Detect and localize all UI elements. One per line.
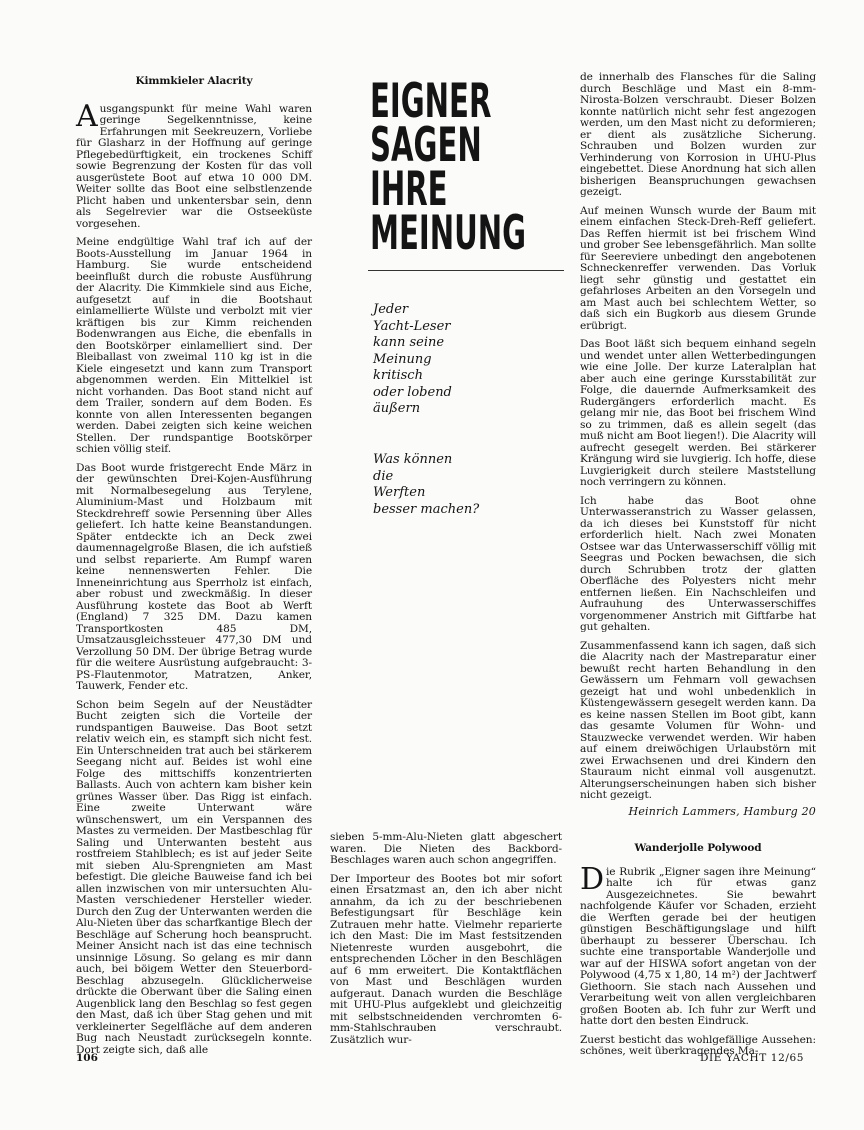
headline-line: EIGNER (370, 74, 492, 129)
paragraph: Die Rubrik „Eigner sagen ihre Meinung“ halte ich für etwas ganz Ausgezeichnetes. Sie bewahrt nachfolgende Käufer vor Schaden, erzieht die Werften gerade bei der heutigen günstigen Beschäftigungslage und hilft überhaupt zu besserer Überschau. Ich suchte eine transportable Wanderjolle und war auf der HISWA sofort angetan von der Polywood (4,75 x 1,80, 14 m²) der Jachtwerf Giethoorn. Sie stach nach Aussehen und Verarbeitung weit von allen vergleichbaren großen Booten ab. Ich fuhr zur Werft und hatte dort den besten Eindruck. (580, 861, 816, 1027)
left-column (76, 76, 312, 1056)
headline-rule (368, 270, 564, 271)
paragraph: Zusammenfassend kann ich sagen, daß sich die Alacrity nach der Mastreparatur einer bewußt recht harten Behandlung in den Gewässern um Fehmarn voll gewachsen gezeigt hat und wohl unbedenklich in Küstengewässern gesegelt werden kann. Da es keine nassen Stellen im Boot gibt, kann das gesamte Volumen für Wohn- und Stauzwecke verwendet werden. Wir haben auf einem dreiwöchigen Urlaubstörn mit zwei Erwachsenen und drei Kindern den Stauraum nicht einmal voll ausgenutzt. Alterungserscheinungen haben sich bisher nicht gezeigt. (580, 639, 816, 801)
paragraph: Der Importeur des Bootes bot mir sofort einen Ersatzmast an, den ich aber nicht annahm, da ich zu der beschriebenen Befestigungsart für Beschläge kein Zutrauen mehr hatte. Vielmehr reparierte ich den Mast: Die im Mast festsitzenden Nietenreste wurden ausgebohrt, die entsprechenden Löcher in den Beschlägen auf 6 mm erweitert. Die Kontaktflächen von Mast und Beschlägen wurden aufgeraut. Danach wurden die Beschläge mit UHU-Plus aufgeklebt und gleichzeitig mit selbstschneidenden verchromten 6-mm-Stahlschrauben verschraubt. Zusätzlich wur- (330, 872, 562, 1046)
page-number: 106 (76, 1052, 98, 1064)
magazine-issue: DIE YACHT 12/65 (700, 1052, 805, 1064)
paragraph: Das Boot läßt sich bequem einhand segeln und wendet unter allen Wetterbedingungen wie eine Jolle. Der kurze Lateralplan hat aber auch eine geringe Kursstabilität zur Folge, die dauernde Aufmerksamkeit des Rudergängers erforderlich macht. Es gelang mir nie, das Boot bei frischem Wind so zu trimmen, daß es allein segelt (das muß nicht am Boot liegen!). Die Alacrity will aufrecht gesegelt werden. Bei stärkerer Krängung wird sie luvgierig. Ich hoffe, diese Luvgierigkeit durch steilere Maststellung noch verringern zu können. (580, 338, 816, 488)
paragraph: Auf meinen Wunsch wurde der Baum mit einem einfachen Steck-Dreh-Reff geliefert. Das Reffen hiermit ist bei frischem Wind und grober See lebensgefährlich. Man sollte für Seereviere unbedingt den angebotenen Schneckenreffer verwenden. Das Vorluk liegt sehr günstig und gestattet ein gefahrloses Arbeiten an den Vorsegeln und am Mast auch bei schlechtem Wetter, so daß sich ein Bugkorb aus diesem Grunde erübrigt. (580, 204, 816, 332)
paragraph: Das Boot wurde fristgerecht Ende März in der gewünschten Drei-Kojen-Ausführung mit Normalbesegelung aus Terylene, Aluminium-Mast und Holzbaum mit Steckdrehreff sowie Persenning über Alles geliefert. Ich hatte keine Beanstandungen. Später entdeckte ich an Deck zwei daumennagelgroße Blasen, die ich aufstieß und selbst reparierte. Am Rumpf waren keine nennenswerten Fehler. Die Inneneinrichtung aus Sperrholz ist einfach, aber robust und zweckmäßig. In dieser Ausführung kostete das Boot ab Werft (England) 7 325 DM. Dazu kamen Transportkosten 485 DM, Umsatzausgleichssteuer 477,30 DM und Verzollung 50 DM. Der übrige Betrag wurde für die weitere Ausrüstung aufgebraucht: 3-PS-Flautenmotor, Matratzen, Anker, Tauwerk, Fender etc. (76, 461, 312, 692)
paragraph: Ich habe das Boot ohne Unterwasseranstrich zu Wasser gelassen, da ich dieses bei Kunststoff für nicht erforderlich hielt. Nach zwei Monaten Ostsee war das Unterwasserschiff völlig mit Seegras und Pocken bewachsen, die sich durch Schrubben trotz der glatten Oberfläche des Polyesters nicht mehr entfernen ließen. Ein Nachschleifen und Aufrauhung des Unterwasserschiffes vorgenommener Anstrich mit Giftfarbe hat gut gehalten. (580, 494, 816, 633)
middle-column (330, 832, 562, 1046)
article-heading-polywood: Wanderjolle Polywood (634, 842, 762, 854)
drop-cap: A (76, 98, 98, 134)
headline-question: Was können die Werften besser machen? (373, 452, 480, 517)
paragraph: Schon beim Segeln auf der Neustädter Bucht zeigten sich die Vorteile der rundspantigen Bauweise. Das Boot setzt relativ weich ein, es stampft sich nicht fest. Ein Unterschneiden trat auch bei stärkerem Seegang nicht auf. Beides ist wohl eine Folge des mittschiffs konzentrierten Ballasts. Auch von achtern kam bisher kein grünes Wasser über. Das Rigg ist einfach. Eine zweite Unterwant wäre wünschenswert, um ein Verspannen des Mastes zu vermeiden. Der Mastbeschlag für Saling und Unterwanten besteht aus rostfreiem Stahlblech; es ist auf jeder Seite mit sieben Alu-Sprengnieten am Mast befestigt. Die gleiche Bauweise fand ich bei allen inzwischen von mir untersuchten Alu-Masten verschiedener Hersteller wieder. Durch den Zug der Unterwanten werden die Alu-Nieten über das scharfkantige Blech der Beschläge auf Scherung hoch beansprucht. Meiner Ansicht nach ist das eine technisch unsinnige Lösung. So gelang es mir dann auch, bei böigem Wetter den Steuerbord-Beschlag abzusegeln. Glücklicherweise drückte die Oberwant über die Saling einen Augenblick lang den Beschlag so fest gegen den Mast, daß ich über Stag gehen und mit verkleinerter Segelfläche auf dem anderen Bug nach Neustadt zurücksegeln konnte. Dort zeigte sich, daß alle (76, 698, 312, 1056)
headline-line: IHRE (370, 162, 448, 217)
paragraph: Meine endgültige Wahl traf ich auf der Boots-Ausstellung im Januar 1964 in Hamburg. Sie wurde entscheidend beeinflußt durch die robuste Ausführung der Alacrity. Die Kimmkiele sind aus Eiche, aufgesetzt auf in die Bootshaut einlamellierte Wülste und verbolzt mit vier kräftigen bis zur Kimm reichenden Bodenwrangen aus Eiche, die ebenfalls in den Bootskörper einlamelliert sind. Der Bleiballast von zweimal 110 kg ist in die Kiele eingesetzt und kann zum Transport abgenommen werden. Ein Mittelkiel ist nicht vorhanden. Das Boot stand nicht auf dem Trailer, sondern auf dem Boden. Es konnte von allen Interessenten begangen werden. Dabei zeigten sich keine weichen Stellen. Der rundspantige Bootskörper schien völlig steif. (76, 236, 312, 455)
signature: Heinrich Lammers, Hamburg 20 (628, 804, 816, 818)
headline-line: SAGEN (370, 118, 482, 173)
drop-cap: D (580, 861, 604, 897)
paragraph: sieben 5-mm-Alu-Nieten glatt abgeschert waren. Die Nieten des Backbord-Beschlages waren auch schon angegriffen. (330, 831, 562, 866)
article-heading-alacrity: Kimmkieler Alacrity (135, 75, 253, 87)
paragraph: de innerhalb des Flansches für die Saling durch Beschläge und Mast ein 8-mm-Nirosta-Bolzen verschraubt. Dieser Bolzen konnte natürlich nicht sehr fest angezogen werden, um den Mast nicht zu deformieren; er dient als zusätzliche Sicherung. Schrauben und Bolzen wurden zur Verhinderung von Korrosion in UHU-Plus eingebettet. Diese Anordnung hat sich allen bisherigen Beanspruchungen gewachsen gezeigt. (580, 71, 816, 198)
headline (370, 74, 527, 261)
headline-line: MEINUNG (370, 206, 527, 261)
headline-intro: Jeder Yacht-Leser kann seine Meinung kritisch oder lobend äußern (373, 302, 452, 416)
paragraph: Ausgangspunkt für meine Wahl waren geringe Segelkenntnisse, keine Erfahrungen mit Seekreuzern, Vorliebe für Glasharz in der Hoffnung auf geringe Pflegebedürftigkeit, ein trockenes Schiff sowie Begrenzung der Kosten für das voll ausgerüstete Boot auf etwa 10 000 DM. Weiter sollte das Boot eine selbstlenzende Plicht haben und unkentersbar sein, denn als Segelrevier war die Ostseeküste vorgesehen. (76, 98, 312, 230)
paragraph: Zuerst besticht das wohlgefällige Aussehen: schönes, weit überkragendes Ma- (580, 1033, 816, 1057)
right-column (580, 72, 816, 1058)
